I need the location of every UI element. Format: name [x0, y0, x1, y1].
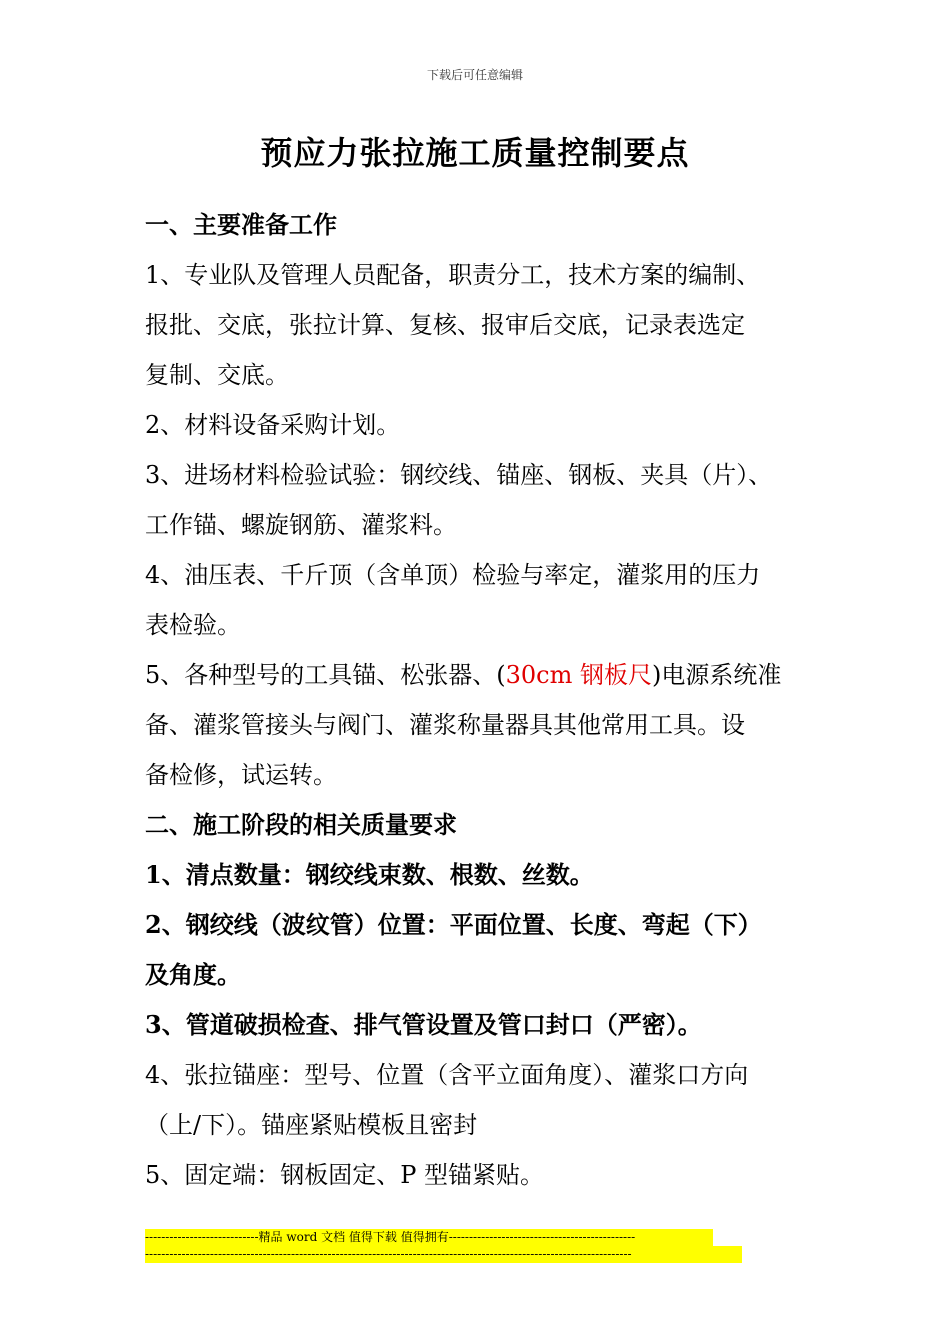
header-note: 下载后可任意编辑 — [426, 68, 523, 82]
paragraph-line: 报批、交底，张拉计算、复核、报审后交底，记录表选定 — [145, 311, 745, 339]
paragraph-line: 3、管道破损检查、排气管设置及管口封口（严密）。 — [145, 1010, 702, 1039]
paragraph-line: （上/下）。锚座紧贴模板且密封 — [145, 1111, 478, 1139]
document-body — [145, 200, 825, 1200]
paragraph-line: 2、钢绞线（波纹管）位置：平面位置、长度、弯起（下） — [145, 910, 762, 939]
paragraph-line: 备检修，试运转。 — [145, 761, 337, 789]
paragraph-line: 备、灌浆管接头与阀门、灌浆称量器具其他常用工具。设 — [145, 711, 745, 739]
paragraph-line: 表检验。 — [145, 611, 241, 639]
paragraph-line: 复制、交底。 — [145, 361, 289, 389]
paragraph-line: 1、清点数量：钢绞线束数、根数、丝数。 — [145, 860, 594, 889]
section-heading-quality: 二、施工阶段的相关质量要求 — [145, 810, 457, 839]
footer-line: ----------------------------精品 word 文档 值得下载 值得拥有---------------------------------------------- — [145, 1229, 713, 1246]
paragraph-line: 5、固定端：钢板固定、P 型锚紧贴。 — [145, 1161, 545, 1189]
paragraph-line: 4、油压表、千斤顶（含单顶）检验与率定，灌浆用的压力 — [145, 561, 761, 589]
paragraph-line: 及角度。 — [145, 960, 241, 989]
section-heading-preparation: 一、主要准备工作 — [145, 210, 337, 239]
paragraph-line: 3、进场材料检验试验：钢绞线、锚座、钢板、夹具（片）、 — [145, 461, 773, 489]
footer-banner — [145, 1229, 742, 1263]
footer-line: ------------------------------------------------------------------------------------------------------------------------ — [145, 1246, 742, 1263]
highlighted-text: 30cm 钢板尺 — [505, 661, 653, 689]
document-title: 预应力张拉施工质量控制要点 — [260, 134, 690, 172]
text-segment: 5、各种型号的工具锚、松张器、( — [145, 661, 506, 689]
paragraph-line: 2、材料设备采购计划。 — [145, 411, 401, 439]
paragraph-line: 1、专业队及管理人员配备，职责分工，技术方案的编制、 — [145, 261, 761, 289]
paragraph-line — [145, 650, 825, 700]
text-segment: )电源系统准 — [652, 661, 782, 689]
paragraph-line: 4、张拉锚座：型号、位置（含平立面角度）、灌浆口方向 — [145, 1061, 749, 1089]
paragraph-line: 工作锚、螺旋钢筋、灌浆料。 — [145, 511, 457, 539]
